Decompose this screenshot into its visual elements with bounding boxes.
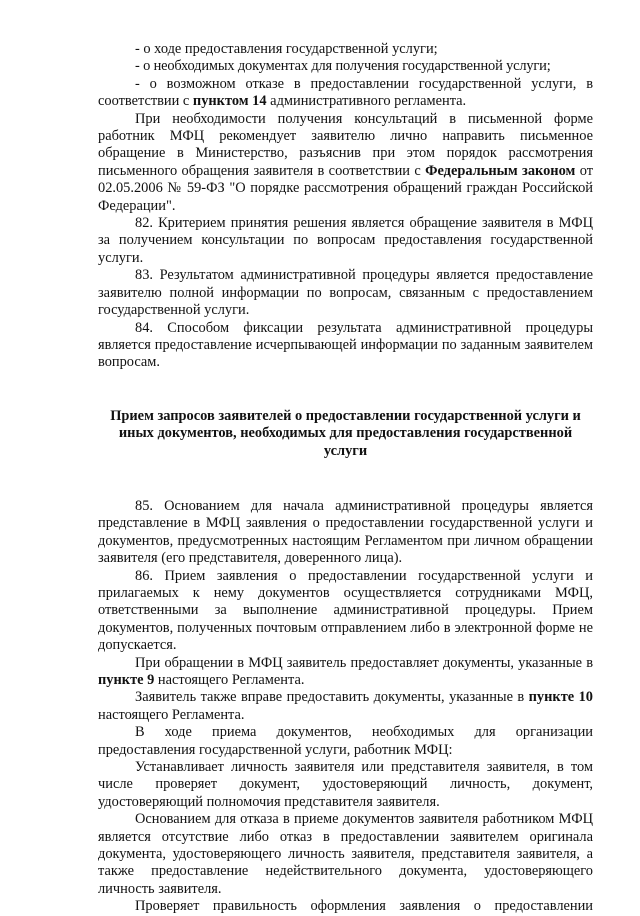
paragraph-written-consultation [98,111,593,215]
text-run: - о возможном отказе в предоставлении государственной услуги, в соответствии с [98,75,593,110]
paragraph-identity-check: Устанавливает личность заявителя или представителя заявителя, в том числе проверяет документ, удостоверяющий личность, документ, удостоверяющий полномочия представителя заявителя. [98,759,593,810]
paragraph-list-item-1: - о ходе предоставления государственной услуги; [135,41,438,57]
reference-federal-law: Федеральным законом [425,162,576,179]
paragraph-documents-clause-9 [98,655,593,690]
paragraph-86: 86. Прием заявления о предоставлении государственной услуги и прилагаемых к нему документов осуществляется сотрудниками МФЦ, ответственными за выполнение административной процедуры. Прием документов, полученных почтовым отправлением либо в электронной форме не допускается. [98,567,593,654]
text-run: настоящего Регламента. [98,706,245,723]
paragraph-reception-process: В ходе приема документов, необходимых для организации предоставления государственной услуги, работник МФЦ: [98,724,593,758]
paragraph-documents-clause-10 [98,689,593,724]
text-run: от 02.05.2006 № 59-ФЗ "О порядке рассмотрения обращений граждан Российской Федерации". [98,162,593,214]
text-run: При необходимости получения консультаций в письменной форме работник МФЦ рекомендует заявителю лично направить письменное обращение в Министерство, разъяснив при этом порядок рассмотрения письменного обращения заявителя в соответствии с [98,110,593,179]
paragraph-83: 83. Результатом административной процедуры является предоставление заявителю полной информации по вопросам, связанным с предоставлением государственной услуги. [98,267,593,319]
paragraph-list-item-2: - о необходимых документах для получения государственной услуги; [135,58,551,75]
text-run: При обращении в МФЦ заявитель предоставляет документы, указанные в [135,654,593,671]
paragraph-85: 85. Основанием для начала административной процедуры является представление в МФЦ заявления о предоставлении государственной услуги и документов, предусмотренных настоящим Регламентом при личном обращении заявителя (его представителя, доверенного лица). [98,497,593,567]
paragraph-list-item-3 [98,76,593,111]
text-run: Заявитель также вправе предоставить документы, указанные в [135,689,529,706]
paragraph-82: 82. Критерием принятия решения является обращение заявителя в МФЦ за получением консультации по вопросам предоставления государственной услуги. [98,215,593,266]
paragraph-84: 84. Способом фиксации результата административной процедуры является предоставление исчерпывающей информации по заданным заявителем вопросам. [98,319,593,371]
section-heading: Прием запросов заявителей о предоставлении государственной услуги и иных документов, необходимых для предоставления государственной услуги [110,407,581,459]
document-page [98,41,593,916]
text-run: административного регламента. [266,93,467,110]
reference-clause-10: пункте 10 [528,689,593,706]
reference-clause-9: пункте 9 [98,672,155,688]
paragraph-application-check: Проверяет правильность оформления заявления о предоставлении [135,898,593,915]
paragraph-refusal-grounds: Основанием для отказа в приеме документов заявителя работником МФЦ является отсутствие либо отказ в предоставлении заявителем оригинала документа, удостоверяющего личность заявителя, представителя заявителя, а также предоставление недействительного документа, удостоверяющего личность заявителя. [98,811,593,897]
text-run: настоящего Регламента. [154,672,305,688]
reference-clause-14: пунктом 14 [192,93,267,110]
